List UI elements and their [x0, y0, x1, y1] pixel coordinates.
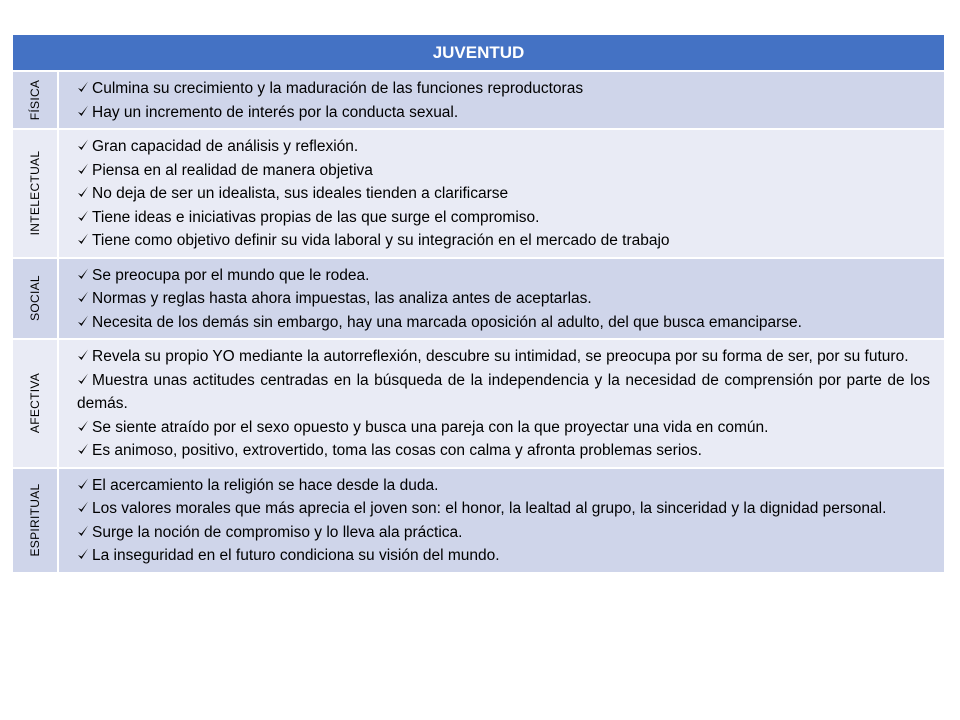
- list-item: [77, 264, 930, 288]
- list-item: [77, 229, 930, 253]
- section-row-social: [13, 259, 944, 341]
- checkmark-icon: [77, 314, 89, 328]
- list-item: [77, 182, 930, 206]
- list-item-text: Surge la noción de compromiso y lo lleva ala práctica.: [92, 523, 463, 541]
- list-item-text: Necesita de los demás sin embargo, hay una marcada oposición al adulto, del que busca emanciparse.: [92, 313, 802, 331]
- list-item: [77, 206, 930, 230]
- checkmark-icon: [77, 80, 89, 94]
- section-label: SOCIAL: [28, 275, 42, 322]
- list-item: [77, 416, 930, 440]
- bullet-list: [77, 135, 930, 253]
- list-item-text: Tiene ideas e iniciativas propias de las que surge el compromiso.: [92, 208, 540, 226]
- section-label: ESPIRITUAL: [28, 483, 42, 557]
- list-item-text: La inseguridad en el futuro condiciona su visión del mundo.: [92, 547, 500, 564]
- checkmark-icon: [77, 547, 89, 561]
- list-item-text: Normas y reglas hasta ahora impuestas, las analiza antes de aceptarlas.: [92, 290, 592, 307]
- list-item-text: No deja de ser un idealista, sus ideales tienden a clarificarse: [92, 185, 509, 202]
- list-item: [77, 101, 930, 125]
- list-item-text: Muestra unas actitudes centradas en la búsqueda de la independencia y la necesidad de comprensión por parte de los demás.: [77, 371, 930, 412]
- list-item-text: Culmina su crecimiento y la maduración de las funciones reproductoras: [92, 80, 584, 97]
- checkmark-icon: [77, 348, 89, 362]
- bullet-list: [77, 77, 930, 124]
- section-content: [59, 469, 944, 572]
- list-item: [77, 311, 930, 335]
- section-content: [59, 259, 944, 339]
- checkmark-icon: [77, 290, 89, 304]
- section-row-espiritual: [13, 469, 944, 574]
- section-label: INTELECTUAL: [28, 150, 42, 236]
- checkmark-icon: [77, 524, 89, 538]
- table-title: JUVENTUD: [13, 35, 944, 72]
- checkmark-icon: [77, 267, 89, 281]
- checkmark-icon: [77, 162, 89, 176]
- checkmark-icon: [77, 232, 89, 246]
- section-label: AFECTIVA: [28, 373, 42, 434]
- bullet-list: [77, 474, 930, 568]
- list-item-text: Es animoso, positivo, extrovertido, toma las cosas con calma y afronta problemas serios.: [92, 442, 702, 459]
- section-row-afectiva: [13, 340, 944, 469]
- section-label-cell: [13, 340, 59, 467]
- list-item-text: Gran capacidad de análisis y reflexión.: [92, 138, 359, 155]
- checkmark-icon: [77, 372, 89, 386]
- list-item-text: Tiene como objetivo definir su vida laboral y su integración en el mercado de trabajo: [92, 232, 670, 249]
- section-label-cell: [13, 72, 59, 128]
- list-item-text: Los valores morales que más aprecia el joven son: el honor, la lealtad al grupo, la sinceridad y la dignidad personal.: [92, 500, 887, 517]
- bullet-list: [77, 264, 930, 335]
- checkmark-icon: [77, 500, 89, 514]
- checkmark-icon: [77, 209, 89, 223]
- list-item: [77, 77, 930, 101]
- checkmark-icon: [77, 138, 89, 152]
- section-label-cell: [13, 130, 59, 257]
- list-item: [77, 159, 930, 183]
- checkmark-icon: [77, 477, 89, 491]
- list-item: [77, 345, 930, 369]
- section-label-cell: [13, 259, 59, 339]
- section-row-intelectual: [13, 130, 944, 259]
- section-content: [59, 72, 944, 128]
- list-item: [77, 439, 930, 463]
- list-item-text: Piensa en al realidad de manera objetiva: [92, 161, 373, 179]
- section-label: FÍSICA: [28, 79, 42, 121]
- checkmark-icon: [77, 442, 89, 456]
- list-item: [77, 521, 930, 545]
- checkmark-icon: [77, 104, 89, 118]
- checkmark-icon: [77, 419, 89, 433]
- juventud-table: [13, 35, 944, 574]
- section-content: [59, 130, 944, 257]
- list-item: [77, 369, 930, 416]
- list-item: [77, 135, 930, 159]
- list-item-text: Hay un incremento de interés por la conducta sexual.: [92, 103, 459, 121]
- section-label-cell: [13, 469, 59, 572]
- list-item: [77, 474, 930, 498]
- list-item: [77, 497, 930, 521]
- checkmark-icon: [77, 185, 89, 199]
- section-row-fisica: [13, 72, 944, 130]
- bullet-list: [77, 345, 930, 463]
- section-content: [59, 340, 944, 467]
- list-item-text: El acercamiento la religión se hace desde la duda.: [92, 476, 439, 494]
- list-item-text: Se preocupa por el mundo que le rodea.: [92, 266, 370, 284]
- list-item: [77, 287, 930, 311]
- list-item-text: Se siente atraído por el sexo opuesto y busca una pareja con la que proyectar una vida en común.: [92, 418, 769, 436]
- list-item-text: Revela su propio YO mediante la autorreflexión, descubre su intimidad, se preocupa por su forma de ser, por su futuro.: [92, 348, 909, 365]
- list-item: [77, 544, 930, 568]
